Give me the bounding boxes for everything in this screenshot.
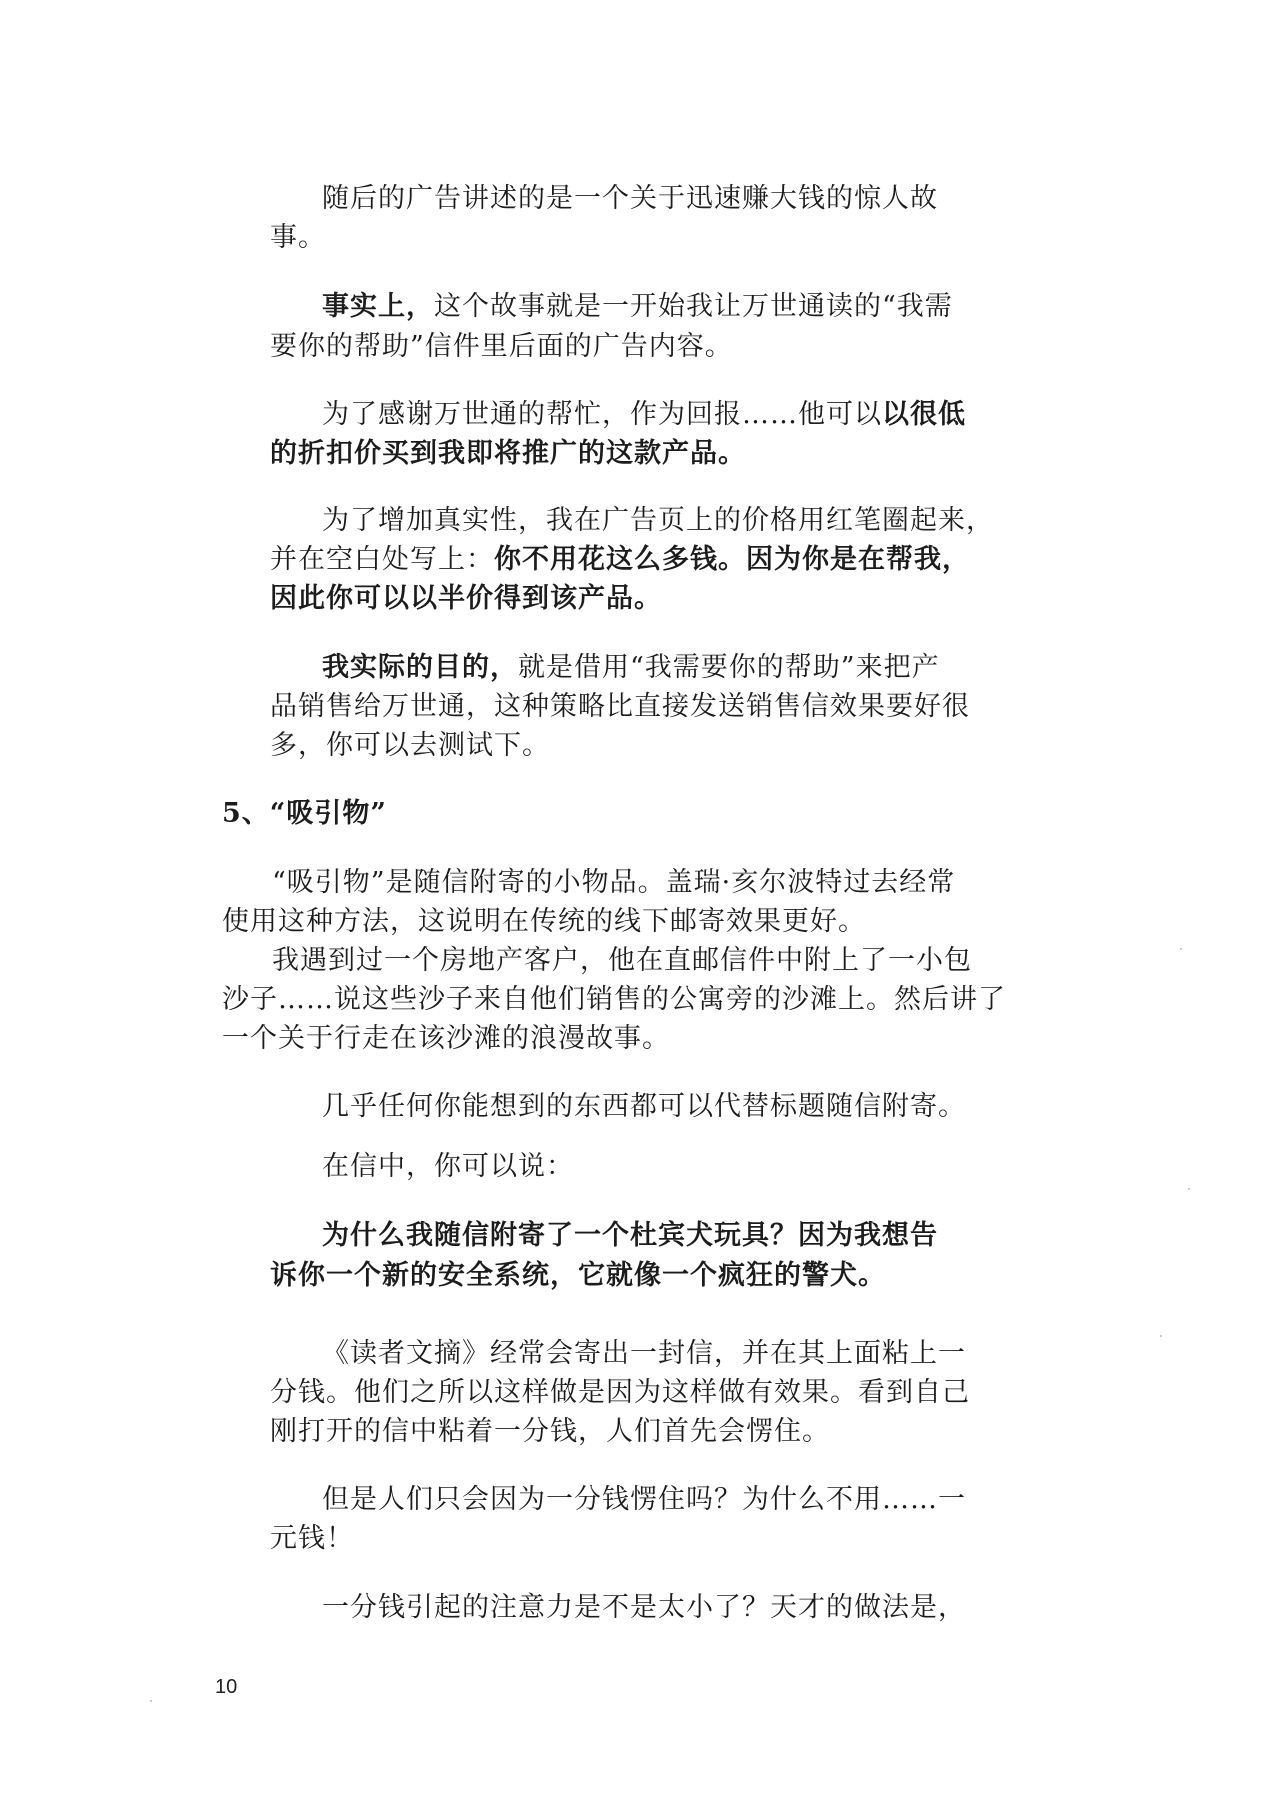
text-line: “吸引物”是随信附寄的小物品。盖瑞·亥尔波特过去经常 — [272, 867, 956, 898]
text-line: 元钱！ — [270, 1523, 354, 1554]
text-line: 随后的广告讲述的是一个关于迅速赚大钱的惊人故 — [322, 183, 938, 214]
emphasis-text: 事实上， — [322, 291, 434, 322]
scan-speck — [150, 1700, 152, 1702]
text-line: 但是人们只会因为一分钱愣住吗？为什么不用……一 — [322, 1484, 966, 1515]
text-line: 事。 — [270, 222, 326, 253]
text-span: 这个故事就是一开始我让万世通读的“我需 — [434, 291, 953, 322]
text-line: 在信中，你可以说： — [322, 1151, 574, 1182]
emphasis-text: 你不用花这么多钱。因为你是在帮我， — [494, 544, 970, 575]
text-span: 为了感谢万世通的帮忙，作为回报……他可以 — [322, 399, 882, 430]
text-line: 一分钱引起的注意力是不是太小了？天才的做法是， — [322, 1592, 966, 1623]
emphasis-line: 的折扣价买到我即将推广的这款产品。 — [270, 438, 746, 469]
text-line: 多，你可以去测试下。 — [270, 730, 550, 761]
text-line: 要你的帮助”信件里后面的广告内容。 — [270, 331, 733, 362]
page-number: 10 — [215, 1676, 238, 1698]
text-line — [322, 651, 940, 685]
section-heading: 5、“吸引物” — [222, 798, 387, 829]
scan-speck — [1188, 1188, 1190, 1190]
scan-speck — [1180, 948, 1182, 950]
text-span: 就是借用“我需要你的帮助”来把产 — [518, 652, 940, 683]
text-line: 刚打开的信中粘着一分钱，人们首先会愣住。 — [270, 1416, 830, 1447]
text-line: 几乎任何你能想到的东西都可以代替标题随信附寄。 — [322, 1091, 966, 1122]
text-line: 我遇到过一个房地产客户，他在直邮信件中附上了一小包 — [272, 945, 972, 976]
emphasis-line: 因此你可以以半价得到该产品。 — [270, 583, 662, 614]
text-line: 一个关于行走在该沙滩的浪漫故事。 — [222, 1023, 670, 1054]
text-line — [322, 290, 953, 324]
text-line: 品销售给万世通，这种策略比直接发送销售信效果要好很 — [270, 691, 970, 722]
text-span: 并在空白处写上： — [270, 544, 494, 575]
text-line: 沙子……说这些沙子来自他们销售的公寓旁的沙滩上。然后讲了 — [222, 984, 1006, 1015]
text-line — [322, 398, 966, 432]
text-line — [270, 543, 970, 577]
text-line: 使用这种方法，这说明在传统的线下邮寄效果更好。 — [222, 906, 866, 937]
emphasis-text: 我实际的目的， — [322, 652, 518, 683]
emphasis-line: 为什么我随信附寄了一个杜宾犬玩具？因为我想告 — [322, 1220, 938, 1251]
scan-speck — [1160, 1335, 1162, 1337]
emphasis-text: 以很低 — [882, 399, 966, 430]
text-line: 为了增加真实性，我在广告页上的价格用红笔圈起来， — [322, 505, 994, 536]
text-line: 《读者文摘》经常会寄出一封信，并在其上面粘上一 — [322, 1338, 966, 1369]
text-line: 分钱。他们之所以这样做是因为这样做有效果。看到自己 — [270, 1377, 970, 1408]
emphasis-line: 诉你一个新的安全系统，它就像一个疯狂的警犬。 — [270, 1260, 886, 1291]
